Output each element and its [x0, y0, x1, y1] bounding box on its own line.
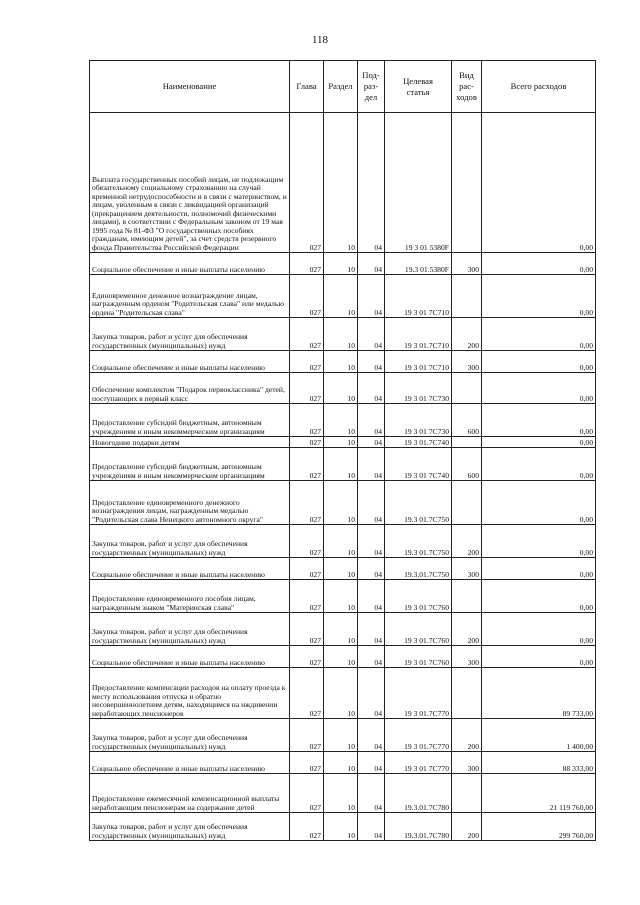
header-expense-type: Вид рас- ходов [452, 61, 482, 113]
row-target-article: 19 3 01.7С760 [385, 613, 452, 646]
row-total: 0,00 [482, 437, 596, 448]
row-target-article: 19 3 01.7С740 [385, 437, 452, 448]
row-name: Закупка товаров, работ и услуг для обеспечения государственных (муниципальных) нужд [90, 719, 290, 752]
row-total: 89 733,00 [482, 668, 596, 719]
row-subsection: 04 [358, 668, 385, 719]
row-target-article: 19 3 01 7С730 [385, 404, 452, 437]
row-subsection: 04 [358, 437, 385, 448]
row-expense-type: 300 [452, 646, 482, 668]
row-total: 0,00 [482, 373, 596, 404]
table-row [90, 613, 596, 646]
row-subsection: 04 [358, 481, 385, 525]
row-expense-type: 200 [452, 613, 482, 646]
table-row [90, 558, 596, 580]
row-chapter: 027 [290, 525, 324, 558]
row-expense-type: 600 [452, 404, 482, 437]
row-subsection: 04 [358, 774, 385, 813]
row-section: 10 [324, 668, 358, 719]
row-expense-type [452, 113, 482, 253]
row-subsection: 04 [358, 318, 385, 351]
table-row [90, 774, 596, 813]
row-name: Обеспечение комплектом "Подарок первоклассника" детей, поступающих в первый класс [90, 373, 290, 404]
row-chapter: 027 [290, 613, 324, 646]
row-section: 10 [324, 113, 358, 253]
table-row [90, 525, 596, 558]
header-name: Наименование [90, 61, 290, 113]
row-chapter: 027 [290, 719, 324, 752]
row-target-article: 19 3 01.7С710 [385, 318, 452, 351]
row-target-article: 19.3 01.5380F [385, 253, 452, 275]
row-expense-type [452, 437, 482, 448]
table-row [90, 404, 596, 437]
row-subsection: 04 [358, 275, 385, 318]
row-name: Выплата государственных пособий лицам, не подлежащим обязательному социальному страхованию на случай временной нетрудоспособности и в связи с материнством, и лицам, уволенным в связи с ликвидацией организаций (прекращением деятельности, полномочий физическими лицами), в соответствии с Федеральным законом от 19 мая 1995 года № 81-ФЗ "О государственных пособиях гражданам, имеющим детей", за счет средств резервного фонда Правительства Российской Федерации [90, 113, 290, 253]
row-name: Предоставление единовременного пособия лицам, награжденным знаком "Материнская слава" [90, 580, 290, 613]
row-expense-type: 300 [452, 351, 482, 373]
row-section: 10 [324, 448, 358, 481]
row-section: 10 [324, 646, 358, 668]
row-target-article: 19 3 01 5380F [385, 113, 452, 253]
row-target-article: 19 3 01.7С770 [385, 719, 452, 752]
row-chapter: 027 [290, 373, 324, 404]
row-section: 10 [324, 613, 358, 646]
table-row [90, 373, 596, 404]
row-subsection: 04 [358, 373, 385, 404]
row-total: 0,00 [482, 275, 596, 318]
row-target-article: 19.3 01.7С750 [385, 525, 452, 558]
row-target-article: 19 3 01 7С760 [385, 646, 452, 668]
row-name: Закупка товаров, работ и услуг для обеспечения государственных (муниципальных) нужд [90, 525, 290, 558]
row-subsection: 04 [358, 253, 385, 275]
row-expense-type: 200 [452, 525, 482, 558]
table-row [90, 580, 596, 613]
row-section: 10 [324, 351, 358, 373]
row-name: Единовременное денежное вознаграждение лицам, награжденным орденом "Родительская слава" или медалью ордена "Родительская слава" [90, 275, 290, 318]
row-total: 1 400,00 [482, 719, 596, 752]
row-expense-type: 300 [452, 752, 482, 774]
row-expense-type: 200 [452, 719, 482, 752]
row-total: 299 760,00 [482, 813, 596, 841]
row-chapter: 027 [290, 404, 324, 437]
row-chapter: 027 [290, 580, 324, 613]
budget-table [89, 60, 596, 841]
row-name: Закупка товаров, работ и услуг для обеспечения государственных (муниципальных) нужд [90, 613, 290, 646]
row-name: Закупка товаров, работ и услуг для обеспечения государственных (муниципальных) нужд [90, 318, 290, 351]
table-row [90, 318, 596, 351]
table-row [90, 668, 596, 719]
row-subsection: 04 [358, 404, 385, 437]
row-chapter: 027 [290, 481, 324, 525]
row-name: Социальное обеспечение и иные выплаты населению [90, 558, 290, 580]
row-name: Новогодние подарки детям [90, 437, 290, 448]
row-total: 0,00 [482, 253, 596, 275]
row-subsection: 04 [358, 752, 385, 774]
row-chapter: 027 [290, 668, 324, 719]
row-section: 10 [324, 275, 358, 318]
row-total: 0,00 [482, 448, 596, 481]
row-section: 10 [324, 437, 358, 448]
header-target-article: Целевая статья [385, 61, 452, 113]
row-name: Предоставление субсидий бюджетным, автономным учреждениям и иным некоммерческим организациям [90, 448, 290, 481]
row-target-article: 19.3.01.7С780 [385, 774, 452, 813]
row-expense-type: 200 [452, 318, 482, 351]
table-row [90, 481, 596, 525]
row-target-article: 19 3 01.7С770 [385, 668, 452, 719]
row-expense-type [452, 580, 482, 613]
header-section: Раздел [324, 61, 358, 113]
row-total: 0,00 [482, 580, 596, 613]
row-chapter: 027 [290, 646, 324, 668]
row-total: 0,00 [482, 558, 596, 580]
row-name: Предоставление субсидий бюджетным, автономным учреждениям и иным некоммерческим организациям [90, 404, 290, 437]
row-name: Предоставление компенсации расходов на оплату проезда к месту использования отпуска и обратно несовершеннолетним детям, находящимся на иждивении неработающих пенсионеров [90, 668, 290, 719]
row-expense-type [452, 481, 482, 525]
row-subsection: 04 [358, 558, 385, 580]
header-total: Всего расходов [482, 61, 596, 113]
table-body [90, 113, 596, 841]
row-section: 10 [324, 774, 358, 813]
row-section: 10 [324, 752, 358, 774]
row-name: Социальное обеспечение и иные выплаты населению [90, 752, 290, 774]
row-target-article: 19.3 01.7С750 [385, 481, 452, 525]
row-expense-type [452, 373, 482, 404]
row-subsection: 04 [358, 646, 385, 668]
row-name: Закупка товаров, работ и услуг для обеспечения государственных (муниципальных) нужд [90, 813, 290, 841]
row-expense-type [452, 774, 482, 813]
row-section: 10 [324, 373, 358, 404]
row-total: 88 333,00 [482, 752, 596, 774]
row-total: 0,00 [482, 351, 596, 373]
row-chapter: 027 [290, 774, 324, 813]
row-subsection: 04 [358, 448, 385, 481]
row-chapter: 027 [290, 448, 324, 481]
row-total: 0,00 [482, 113, 596, 253]
table-row [90, 813, 596, 841]
row-name: Социальное обеспечение и иные выплаты населению [90, 351, 290, 373]
row-chapter: 027 [290, 275, 324, 318]
row-chapter: 027 [290, 752, 324, 774]
table-row [90, 275, 596, 318]
row-expense-type [452, 668, 482, 719]
row-expense-type [452, 275, 482, 318]
row-section: 10 [324, 558, 358, 580]
table-row [90, 437, 596, 448]
table-header-row [90, 61, 596, 113]
page-number: 118 [311, 34, 329, 46]
row-section: 10 [324, 580, 358, 613]
header-chapter: Глава [290, 61, 324, 113]
row-total: 0,00 [482, 481, 596, 525]
row-chapter: 027 [290, 318, 324, 351]
row-expense-type: 300 [452, 558, 482, 580]
table-row [90, 646, 596, 668]
row-target-article: 19.3.01.7С780 [385, 813, 452, 841]
row-subsection: 04 [358, 719, 385, 752]
row-section: 10 [324, 318, 358, 351]
row-total: 0,00 [482, 525, 596, 558]
row-section: 10 [324, 719, 358, 752]
row-expense-type: 200 [452, 813, 482, 841]
row-subsection: 04 [358, 580, 385, 613]
row-chapter: 027 [290, 253, 324, 275]
row-target-article: 19 3 01 7С710 [385, 351, 452, 373]
table-row [90, 752, 596, 774]
row-total: 0,00 [482, 318, 596, 351]
row-expense-type: 300 [452, 253, 482, 275]
row-subsection: 04 [358, 613, 385, 646]
row-target-article: 19 3 01 7С740 [385, 448, 452, 481]
row-total: 21 119 760,00 [482, 774, 596, 813]
row-target-article: 19.3.01.7С750 [385, 558, 452, 580]
row-name: Социальное обеспечение и иные выплаты населению [90, 253, 290, 275]
row-subsection: 04 [358, 525, 385, 558]
row-name: Социальное обеспечение и иные выплаты населению [90, 646, 290, 668]
row-section: 10 [324, 813, 358, 841]
row-target-article: 19 3 01 7С710 [385, 275, 452, 318]
table-row [90, 719, 596, 752]
row-subsection: 04 [358, 813, 385, 841]
row-section: 10 [324, 525, 358, 558]
row-total: 0,00 [482, 404, 596, 437]
row-expense-type: 600 [452, 448, 482, 481]
table-row [90, 448, 596, 481]
row-total: 0,00 [482, 613, 596, 646]
row-chapter: 027 [290, 558, 324, 580]
table-row [90, 253, 596, 275]
row-target-article: 19 3 01 7С760 [385, 580, 452, 613]
header-subsection: Под- раз- дел [358, 61, 385, 113]
row-subsection: 04 [358, 351, 385, 373]
row-name: Предоставление ежемесячной компенсационной выплаты неработающим пенсионерам на содержание детей [90, 774, 290, 813]
row-chapter: 027 [290, 113, 324, 253]
row-section: 10 [324, 253, 358, 275]
row-subsection: 04 [358, 113, 385, 253]
row-chapter: 027 [290, 437, 324, 448]
row-chapter: 027 [290, 351, 324, 373]
row-target-article: 19 3 01 7С770 [385, 752, 452, 774]
row-section: 10 [324, 481, 358, 525]
table-row [90, 113, 596, 253]
row-total: 0,00 [482, 646, 596, 668]
row-chapter: 027 [290, 813, 324, 841]
row-section: 10 [324, 404, 358, 437]
table-row [90, 351, 596, 373]
row-name: Предоставление единовременного денежного вознаграждения лицам, награжденным медалью "Родительская слава Ненецкого автономного округа" [90, 481, 290, 525]
row-target-article: 19 3 01 7С730 [385, 373, 452, 404]
